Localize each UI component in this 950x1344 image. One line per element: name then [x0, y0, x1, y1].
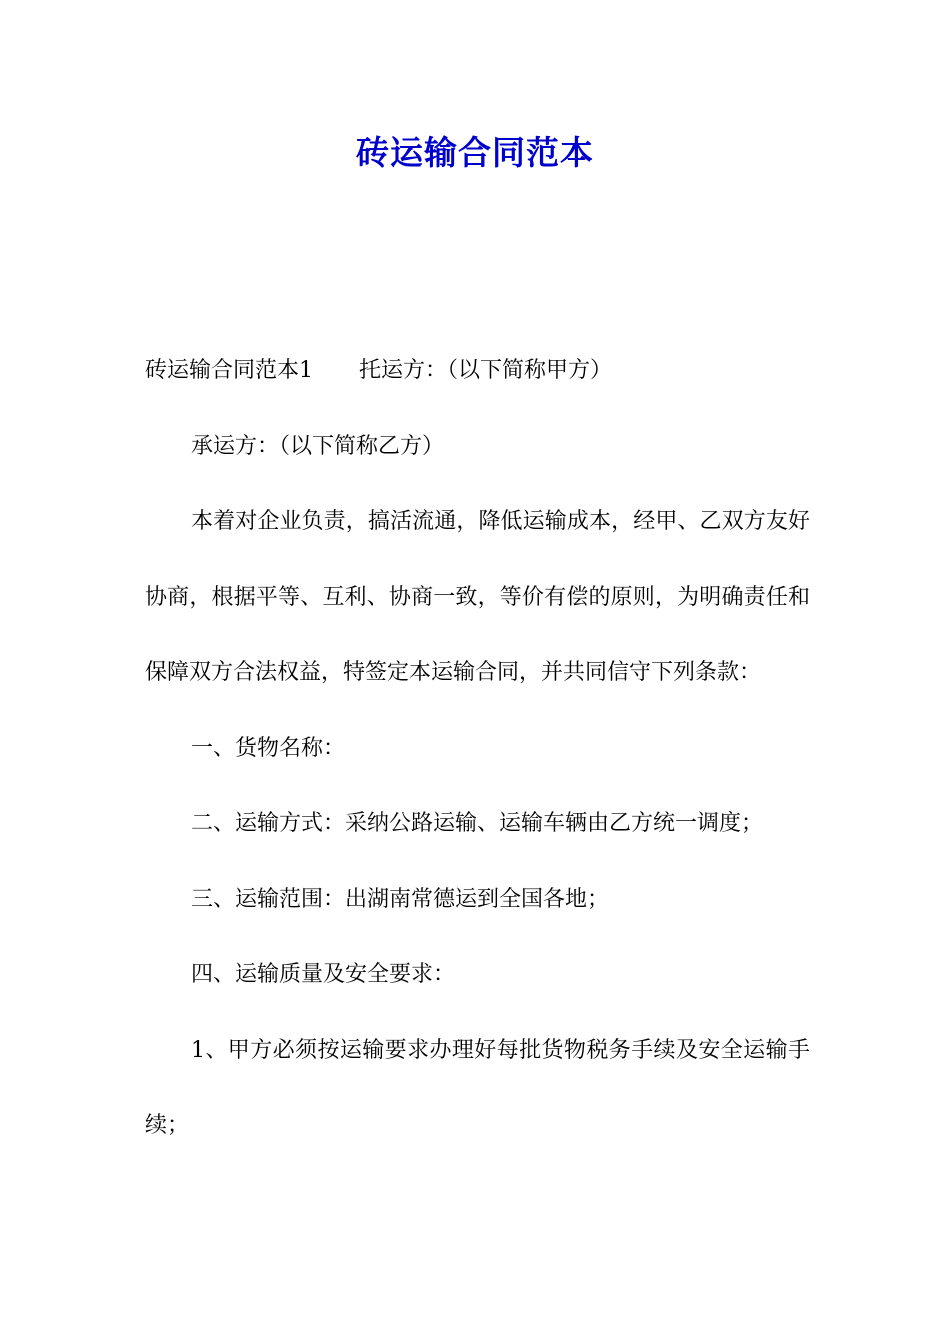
preamble-paragraph: 本着对企业负责，搞活流通，降低运输成本，经甲、乙双方友好协商，根据平等、互利、协商一致，等价有偿的原则，为明确责任和保障双方合法权益，特签定本运输合同，并共同信守下列条款： [145, 509, 810, 685]
paragraph-header [145, 333, 810, 409]
document-title: 砖运输合同范本 [356, 133, 594, 172]
contract-subtitle: 砖运输合同范本1 [145, 358, 313, 383]
document-body [145, 333, 810, 1164]
carrier-line: 承运方：（以下简称乙方） [191, 433, 445, 459]
clause-goods-name: 一、货物名称： [191, 735, 346, 761]
clause-item-1: 1、甲方必须按运输要求办理好每批货物税务手续及安全运输手续； [145, 1037, 810, 1138]
clause-transport-method: 二、运输方式：采纳公路运输、运输车辆由乙方统一调度； [191, 811, 764, 836]
clause-transport-scope: 三、运输范围：出湖南常德运到全国各地； [191, 886, 610, 912]
shipper-line: 托运方：（以下简称甲方） [359, 358, 613, 383]
clause-quality-safety: 四、运输质量及安全要求： [191, 962, 456, 987]
